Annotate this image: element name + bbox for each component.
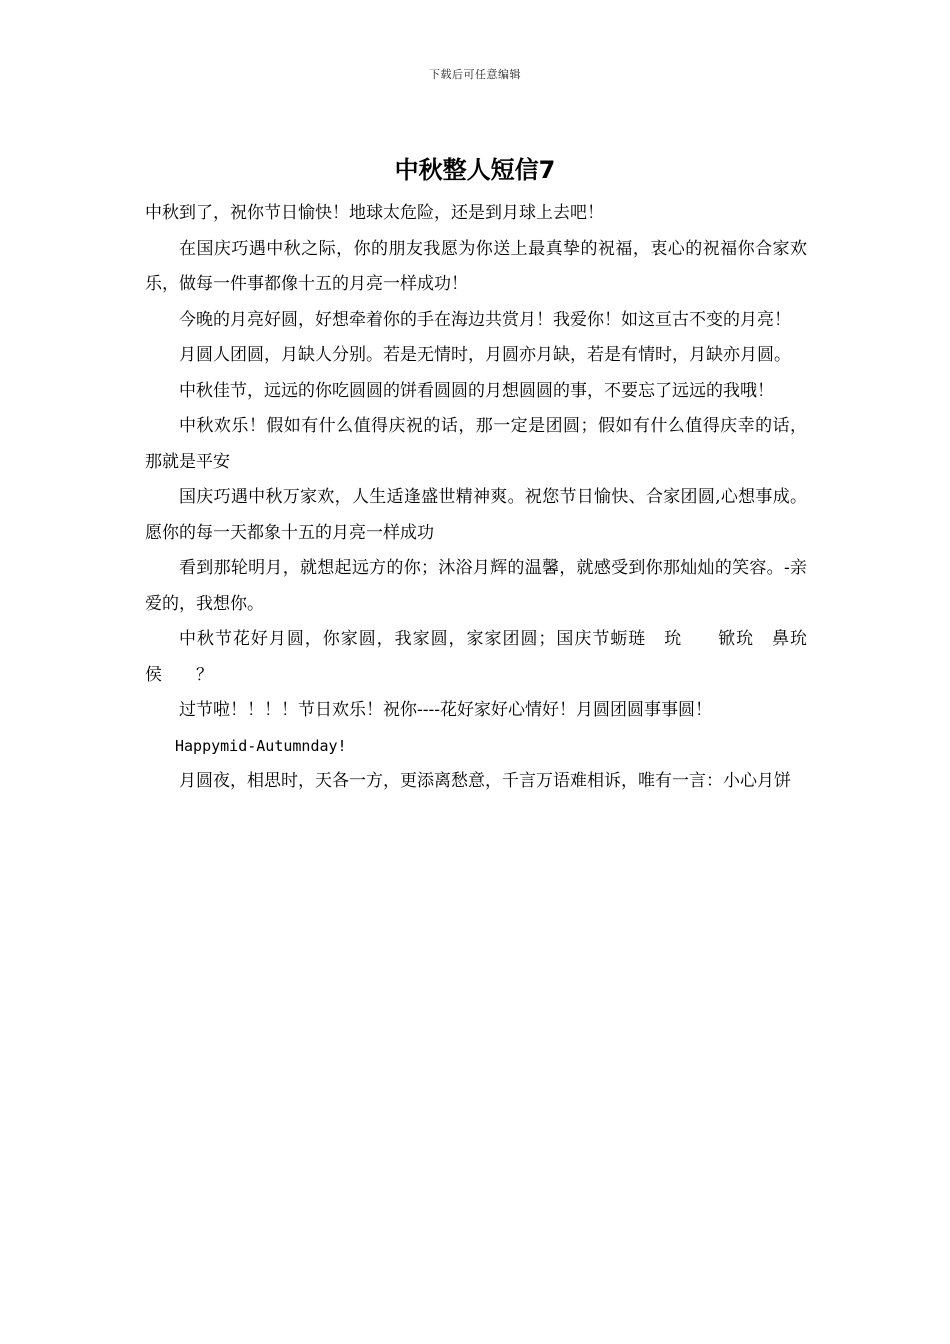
header-note: 下载后可任意编辑 [429,68,521,81]
paragraph: 国庆巧遇中秋万家欢，人生适逢盛世精神爽。祝您节日愉快、合家团圆,心想事成。愿你的每一天都象十五的月亮一样成功 [145,487,807,543]
paragraph: 过节啦！！！！节日欢乐！祝你----花好家好心情好！月圆团圆事事圆！ [179,700,712,720]
paragraph: 中秋欢乐！假如有什么值得庆祝的话，那一定是团圆；假如有什么值得庆幸的话，那就是平安 [145,416,807,472]
paragraph: 月圆夜，相思时，天各一方，更添离愁意，千言万语难相诉，唯有一言：小心月饼 [179,771,791,791]
paragraph: 中秋佳节，远远的你吃圆圆的饼看圆圆的月想圆圆的事，不要忘了远远的我哦！ [179,380,774,401]
paragraph: 中秋到了，祝你节日愉快！地球太危险，还是到月球上去吧！ [145,203,604,223]
paragraph: Happymid-Autumnday! [175,736,347,755]
paragraph: 今晚的月亮好圆，好想牵着你的手在海边共赏月！我爱你！如这亘古不变的月亮！ [179,309,791,330]
paragraph: 在国庆巧遇中秋之际，你的朋友我愿为你送上最真挚的祝福，衷心的祝福你合家欢乐，做每一件事都像十五的月亮一样成功！ [145,238,807,294]
paragraph: 看到那轮明月，就想起远方的你；沐浴月辉的温馨，就感受到你那灿灿的笑容。-亲爱的，我想你。 [145,558,807,614]
paragraph: 月圆人团圆，月缺人分别。若是无情时，月圆亦月缺，若是有情时，月缺亦月圆。 [179,345,791,365]
document-body [145,196,824,800]
paragraph: 中秋节花好月圆，你家圆，我家圆，家家团圆；国庆节蛎琏 玧 锨玧 鼻玧 侯 ？ [145,629,824,685]
document-title: 中秋整人短信7 [394,156,556,184]
